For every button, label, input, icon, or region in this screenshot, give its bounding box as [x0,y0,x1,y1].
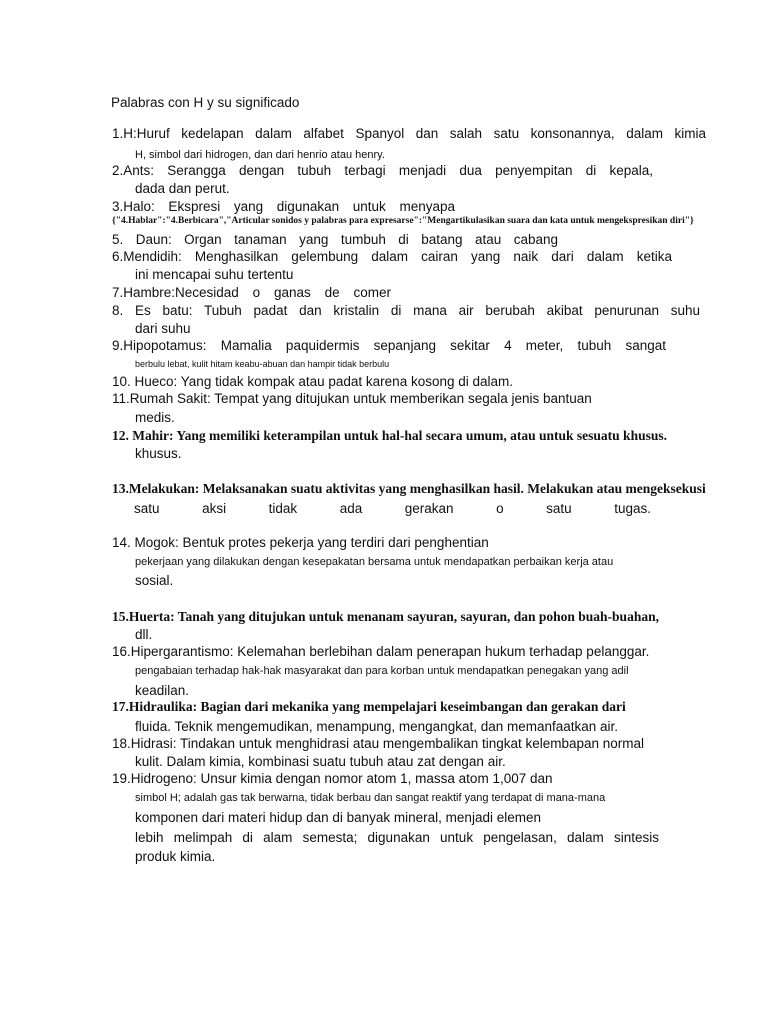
entry-line: fluida. Teknik mengemudikan, menampung, mengangkat, dan memanfaatkan air. [135,719,619,734]
entry-line: 14. Mogok: Bentuk protes pekerja yang terdiri dari penghentian [112,535,489,550]
entry-line: {"4.Hablar":"4.Berbicara","Articular sonidos y palabras para expresarse":"Mengartikulasikan suara dan kata untuk mengekspresikan diri"} [112,216,694,226]
entry-line: 10. Hueco: Yang tidak kompak atau padat karena kosong di dalam. [112,374,514,389]
entry-line: satu aksi tidak ada gerakan o satu tugas. [134,501,651,516]
entry-line: 18.Hidrasi: Tindakan untuk menghidrasi atau mengembalikan tingkat kelembapan normal [112,736,645,751]
entry-line: komponen dari materi hidup dan di banyak mineral, menjadi elemen [135,810,541,825]
entry-line: dari suhu [135,321,191,336]
entry-line: dada dan perut. [135,181,230,196]
entry-line: khusus. [135,446,182,461]
entry-line: 16.Hipergarantismo: Kelemahan berlebihan dalam penerapan hukum terhadap pelanggar. [112,644,650,659]
entry-line: 15.Huerta: Tanah yang ditujukan untuk menanam sayuran, sayuran, dan pohon buah-buahan, [112,609,659,624]
entry-line: 5. Daun: Organ tanaman yang tumbuh di batang atau cabang [112,232,558,247]
entry-line: sosial. [135,573,174,588]
entry-line: 11.Rumah Sakit: Tempat yang ditujukan untuk memberikan segala jenis bantuan [112,391,592,406]
entry-line: medis. [135,410,175,425]
entry-line: 12. Mahir: Yang memiliki keterampilan untuk hal-hal secara umum, atau untuk sesuatu khusus. [112,428,667,443]
entry-line: pengabaian terhadap hak-hak masyarakat dan para korban untuk mendapatkan penegakan yang adil [135,665,629,677]
entry-line: 2.Ants: Serangga dengan tubuh terbagi menjadi dua penyempitan di kepala, [112,163,653,178]
entry-line: H, simbol dari hidrogen, dan dari henrio atau henry. [135,149,385,161]
entry-line: 7.Hambre:Necesidad o ganas de comer [112,285,391,300]
entry-line: berbulu lebat, kulit hitam keabu-abuan dan hampir tidak berbulu [135,359,390,369]
entry-line: 13.Melakukan: Melaksanakan suatu aktivitas yang menghasilkan hasil. Melakukan atau mengeksekusi [112,481,706,496]
entry-line: ini mencapai suhu tertentu [135,267,294,282]
entry-line: keadilan. [135,683,190,698]
entry-line: produk kimia. [135,849,216,864]
entry-line: pekerjaan yang dilakukan dengan kesepakatan bersama untuk mendapatkan perbaikan kerja atau [135,556,614,568]
entry-line: 6.Mendidih: Menghasilkan gelembung dalam cairan yang naik dari dalam ketika [112,249,672,264]
entry-line: kulit. Dalam kimia, kombinasi suatu tubuh atau zat dengan air. [135,754,506,769]
entry-line: 8. Es batu: Tubuh padat dan kristalin di mana air berubah akibat penurunan suhu [112,303,700,318]
entry-line: 3.Halo: Ekspresi yang digunakan untuk menyapa [112,199,455,214]
entry-line: 19.Hidrogeno: Unsur kimia dengan nomor atom 1, massa atom 1,007 dan [112,771,553,786]
entry-line: 17.Hidraulika: Bagian dari mekanika yang mempelajari keseimbangan dan gerakan dari [112,699,626,714]
entry-line: 1.H:Huruf kedelapan dalam alfabet Spanyol dan salah satu konsonannya, dalam kimia [112,126,706,141]
entry-line: 9.Hipopotamus: Mamalia paquidermis sepanjang sekitar 4 meter, tubuh sangat [112,338,666,353]
entry-line: simbol H; adalah gas tak berwarna, tidak berbau dan sangat reaktif yang terdapat di mana-mana [135,792,606,804]
entry-line: dll. [135,627,153,642]
entry-line: lebih melimpah di alam semesta; digunakan untuk pengelasan, dalam sintesis [135,830,659,845]
page-title: Palabras con H y su significado [111,95,300,110]
